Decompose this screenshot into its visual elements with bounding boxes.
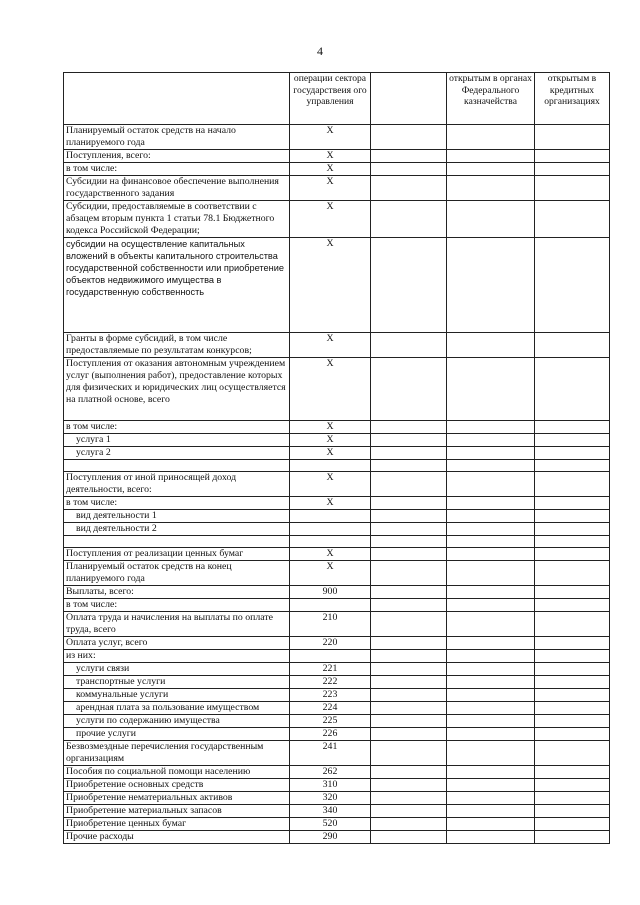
- row-code: X: [290, 238, 371, 333]
- table-row: [64, 612, 610, 637]
- row-cell: [371, 163, 447, 176]
- row-cell: [371, 741, 447, 766]
- row-name: Оплата труда и начисления на выплаты по оплате труда, всего: [64, 612, 290, 637]
- row-cell: [447, 201, 535, 238]
- budget-plan-table: [63, 72, 610, 844]
- table-row: [64, 510, 610, 523]
- row-code: X: [290, 561, 371, 586]
- row-name: Планируемый остаток средств на конец планируемого года: [64, 561, 290, 586]
- row-code: [290, 510, 371, 523]
- row-code: 225: [290, 715, 371, 728]
- row-name: услуги по содержанию имущества: [64, 715, 290, 728]
- row-cell: [535, 176, 610, 201]
- row-cell: [447, 333, 535, 358]
- row-cell: [447, 586, 535, 599]
- row-name: Оплата услуг, всего: [64, 637, 290, 650]
- row-name: прочие услуги: [64, 728, 290, 741]
- row-cell: [535, 125, 610, 150]
- row-cell: [371, 728, 447, 741]
- row-name: Поступления от реализации ценных бумаг: [64, 548, 290, 561]
- row-cell: [371, 792, 447, 805]
- row-cell: [447, 779, 535, 792]
- row-cell: [371, 238, 447, 333]
- row-cell: [535, 663, 610, 676]
- header-name: [64, 73, 290, 125]
- header-operation-code: операции сектора государствеия ого управления: [290, 73, 371, 125]
- row-code: 224: [290, 702, 371, 715]
- row-code: 290: [290, 831, 371, 844]
- table-row: [64, 728, 610, 741]
- row-cell: [535, 676, 610, 689]
- row-code: [290, 599, 371, 612]
- row-cell: [447, 792, 535, 805]
- row-name: Прочие расходы: [64, 831, 290, 844]
- table-row: [64, 421, 610, 434]
- row-code: [290, 460, 371, 472]
- row-name: Приобретение материальных запасов: [64, 805, 290, 818]
- row-name: в том числе:: [64, 163, 290, 176]
- table-row: [64, 536, 610, 548]
- table-row: [64, 176, 610, 201]
- row-code: 900: [290, 586, 371, 599]
- row-name: Приобретение ценных бумаг: [64, 818, 290, 831]
- row-name: Субсидии на финансовое обеспечение выполнения государственного задания: [64, 176, 290, 201]
- row-cell: [371, 599, 447, 612]
- table-row: [64, 460, 610, 472]
- row-cell: [447, 497, 535, 510]
- row-cell: [535, 561, 610, 586]
- row-code: [290, 536, 371, 548]
- row-cell: [535, 497, 610, 510]
- row-name: [64, 460, 290, 472]
- row-cell: [447, 510, 535, 523]
- row-cell: [447, 676, 535, 689]
- row-code: X: [290, 472, 371, 497]
- table-row: [64, 637, 610, 650]
- row-cell: [535, 728, 610, 741]
- row-cell: [371, 818, 447, 831]
- header-credit-accounts: открытым в кредитных организациях: [535, 73, 610, 125]
- row-name: Приобретение основных средств: [64, 779, 290, 792]
- row-name: Пособия по социальной помощи населению: [64, 766, 290, 779]
- row-cell: [371, 702, 447, 715]
- row-code: [290, 523, 371, 536]
- row-cell: [535, 201, 610, 238]
- table-row: [64, 358, 610, 421]
- row-name: Субсидии, предоставляемые в соответствии с абзацем вторым пункта 1 статьи 78.1 Бюджетного кодекса Российской Федерации;: [64, 201, 290, 238]
- row-cell: [371, 510, 447, 523]
- row-code: X: [290, 163, 371, 176]
- row-name: вид деятельности 1: [64, 510, 290, 523]
- row-name: коммунальные услуги: [64, 689, 290, 702]
- table-row: [64, 163, 610, 176]
- row-cell: [535, 792, 610, 805]
- row-cell: [371, 612, 447, 637]
- row-cell: [535, 831, 610, 844]
- row-cell: [371, 150, 447, 163]
- row-code: X: [290, 125, 371, 150]
- row-cell: [535, 741, 610, 766]
- row-cell: [535, 472, 610, 497]
- row-cell: [371, 548, 447, 561]
- row-cell: [371, 536, 447, 548]
- table-row: [64, 676, 610, 689]
- row-cell: [447, 163, 535, 176]
- table-row: [64, 715, 610, 728]
- row-cell: [535, 818, 610, 831]
- row-cell: [371, 523, 447, 536]
- row-name: Безвозмездные перечисления государственным организациям: [64, 741, 290, 766]
- row-cell: [535, 702, 610, 715]
- row-cell: [535, 536, 610, 548]
- table-row: [64, 586, 610, 599]
- row-name: вид деятельности 2: [64, 523, 290, 536]
- row-name: Планируемый остаток средств на начало планируемого года: [64, 125, 290, 150]
- row-cell: [447, 421, 535, 434]
- row-cell: [371, 779, 447, 792]
- row-cell: [371, 766, 447, 779]
- row-cell: [371, 715, 447, 728]
- row-name: Поступления от оказания автономным учреждением услуг (выполнения работ), предоставление которых для физических и юридических лиц осуществляется на платной основе, всего: [64, 358, 290, 421]
- table-row: [64, 523, 610, 536]
- row-name: в том числе:: [64, 497, 290, 510]
- row-cell: [447, 358, 535, 421]
- row-cell: [535, 599, 610, 612]
- table-row: [64, 741, 610, 766]
- row-code: 241: [290, 741, 371, 766]
- row-cell: [447, 650, 535, 663]
- row-cell: [447, 831, 535, 844]
- row-cell: [447, 472, 535, 497]
- row-cell: [447, 548, 535, 561]
- row-code: X: [290, 548, 371, 561]
- row-cell: [371, 561, 447, 586]
- row-cell: [447, 766, 535, 779]
- table-row: [64, 779, 610, 792]
- row-code: X: [290, 201, 371, 238]
- row-code: 320: [290, 792, 371, 805]
- row-code: X: [290, 176, 371, 201]
- row-cell: [371, 447, 447, 460]
- row-code: X: [290, 434, 371, 447]
- row-name: [64, 536, 290, 548]
- row-code: 262: [290, 766, 371, 779]
- row-code: X: [290, 150, 371, 163]
- table-row: [64, 201, 610, 238]
- row-cell: [371, 434, 447, 447]
- row-name: в том числе:: [64, 599, 290, 612]
- row-cell: [447, 689, 535, 702]
- row-cell: [447, 447, 535, 460]
- row-cell: [447, 637, 535, 650]
- row-cell: [535, 689, 610, 702]
- row-name: в том числе:: [64, 421, 290, 434]
- row-cell: [371, 831, 447, 844]
- row-code: 226: [290, 728, 371, 741]
- table-row: [64, 238, 610, 333]
- table-row: [64, 663, 610, 676]
- row-cell: [371, 421, 447, 434]
- row-cell: [535, 766, 610, 779]
- row-cell: [535, 805, 610, 818]
- row-cell: [371, 201, 447, 238]
- row-cell: [535, 333, 610, 358]
- row-cell: [371, 663, 447, 676]
- row-cell: [535, 548, 610, 561]
- row-cell: [447, 599, 535, 612]
- header-blank: [371, 73, 447, 125]
- row-cell: [535, 421, 610, 434]
- row-code: 223: [290, 689, 371, 702]
- row-cell: [371, 358, 447, 421]
- row-cell: [535, 460, 610, 472]
- row-name: Выплаты, всего:: [64, 586, 290, 599]
- table-row: [64, 125, 610, 150]
- row-name: субсидии на осуществление капитальных вложений в объекты капитального строительства государственной собственности или приобретение объектов недвижимого имущества в государственную собственность: [64, 238, 290, 333]
- table-row: [64, 766, 610, 779]
- row-cell: [535, 163, 610, 176]
- row-cell: [371, 472, 447, 497]
- header-treasury-accounts: открытым в органах Федерального казначейства: [447, 73, 535, 125]
- row-cell: [447, 741, 535, 766]
- row-cell: [371, 586, 447, 599]
- row-code: [290, 650, 371, 663]
- row-code: 220: [290, 637, 371, 650]
- row-cell: [535, 150, 610, 163]
- row-cell: [447, 434, 535, 447]
- row-cell: [447, 238, 535, 333]
- row-code: X: [290, 421, 371, 434]
- row-cell: [535, 358, 610, 421]
- row-cell: [535, 715, 610, 728]
- row-cell: [447, 805, 535, 818]
- row-cell: [535, 586, 610, 599]
- table-row: [64, 818, 610, 831]
- row-cell: [447, 561, 535, 586]
- header-row: [64, 73, 610, 125]
- table-row: [64, 599, 610, 612]
- table-row: [64, 805, 610, 818]
- row-cell: [371, 125, 447, 150]
- row-cell: [535, 523, 610, 536]
- row-code: 310: [290, 779, 371, 792]
- row-cell: [535, 238, 610, 333]
- table-row: [64, 650, 610, 663]
- table-row: [64, 831, 610, 844]
- row-name: Поступления, всего:: [64, 150, 290, 163]
- table-row: [64, 792, 610, 805]
- table-row: [64, 561, 610, 586]
- row-cell: [447, 460, 535, 472]
- row-cell: [371, 676, 447, 689]
- row-cell: [447, 663, 535, 676]
- row-cell: [371, 460, 447, 472]
- row-cell: [535, 447, 610, 460]
- row-name: арендная плата за пользование имуществом: [64, 702, 290, 715]
- table-row: [64, 497, 610, 510]
- row-cell: [447, 150, 535, 163]
- row-cell: [535, 637, 610, 650]
- row-cell: [371, 333, 447, 358]
- row-name: Приобретение нематериальных активов: [64, 792, 290, 805]
- row-name: услуга 2: [64, 447, 290, 460]
- row-cell: [535, 612, 610, 637]
- table-row: [64, 702, 610, 715]
- table-row: [64, 472, 610, 497]
- row-code: X: [290, 333, 371, 358]
- row-code: 340: [290, 805, 371, 818]
- row-name: из них:: [64, 650, 290, 663]
- row-cell: [371, 497, 447, 510]
- row-cell: [535, 650, 610, 663]
- row-cell: [447, 702, 535, 715]
- table-row: [64, 447, 610, 460]
- row-name: Гранты в форме субсидий, в том числе предоставляемые по результатам конкурсов;: [64, 333, 290, 358]
- row-code: 210: [290, 612, 371, 637]
- row-name: услуга 1: [64, 434, 290, 447]
- row-cell: [535, 510, 610, 523]
- row-cell: [447, 715, 535, 728]
- row-code: 222: [290, 676, 371, 689]
- row-cell: [447, 523, 535, 536]
- row-cell: [371, 176, 447, 201]
- row-cell: [371, 689, 447, 702]
- table-row: [64, 548, 610, 561]
- row-code: 221: [290, 663, 371, 676]
- row-code: X: [290, 358, 371, 421]
- row-cell: [535, 779, 610, 792]
- row-cell: [371, 637, 447, 650]
- row-cell: [447, 612, 535, 637]
- table-row: [64, 434, 610, 447]
- table-row: [64, 150, 610, 163]
- row-cell: [535, 434, 610, 447]
- table-row: [64, 689, 610, 702]
- row-cell: [447, 125, 535, 150]
- table-row: [64, 333, 610, 358]
- row-cell: [371, 650, 447, 663]
- row-cell: [447, 176, 535, 201]
- row-cell: [371, 805, 447, 818]
- row-cell: [447, 818, 535, 831]
- row-code: X: [290, 497, 371, 510]
- row-cell: [447, 536, 535, 548]
- row-name: услуги связи: [64, 663, 290, 676]
- row-name: Поступления от иной приносящей доход деятельности, всего:: [64, 472, 290, 497]
- page-number: 4: [317, 44, 323, 58]
- row-code: X: [290, 447, 371, 460]
- row-name: транспортные услуги: [64, 676, 290, 689]
- row-cell: [447, 728, 535, 741]
- row-code: 520: [290, 818, 371, 831]
